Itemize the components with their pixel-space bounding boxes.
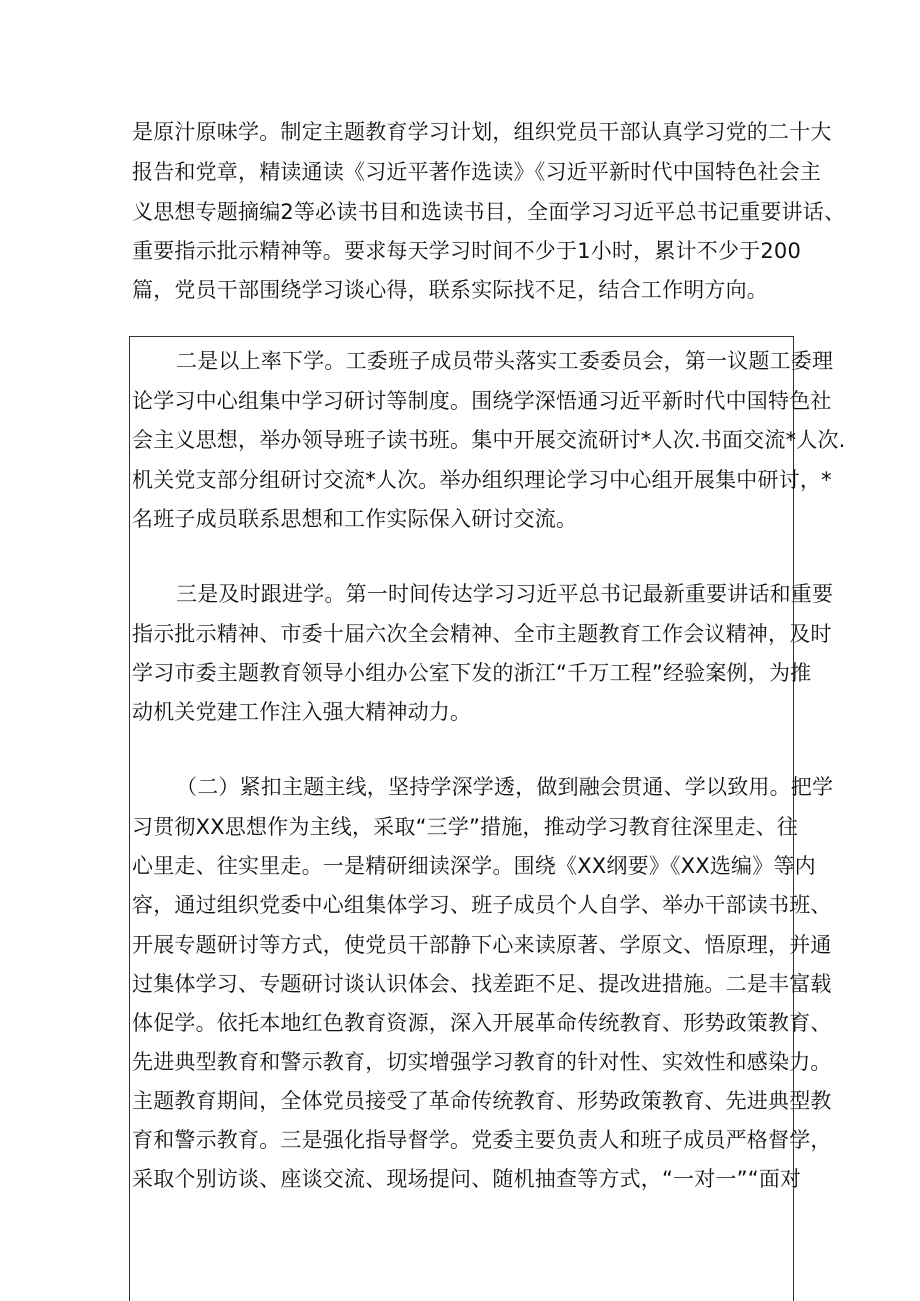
intro-line: 义思想专题摘编2等必读书目和选读书目，全面学习习近平总书记重要讲话、 xyxy=(132,200,846,224)
paragraph-line: 心里走、往实里走。一是精研细读深学。围绕《XX纲要》《XX选编》等内 xyxy=(132,854,816,878)
paragraph-line: 开展专题研讨等方式，使党员干部静下心来读原著、学原文、悟原理，并通 xyxy=(132,933,832,957)
paragraph-line: 机关党支部分组研讨交流*人次。举办组织理论学习中心组开展集中研讨，* xyxy=(132,468,832,492)
paragraph-line: 论学习中心组集中学习研讨等制度。围绕学深悟通习近平新时代中国特色社 xyxy=(132,389,832,413)
paragraph-line: 过集体学习、专题研讨谈认识体会、找差距不足、提改进措施。二是丰富载 xyxy=(132,972,832,996)
paragraph-line: （二）紧扣主题主线，坚持学深学透，做到融会贯通、学以致用。把学 xyxy=(176,775,834,799)
paragraph-line: 容，通过组织党委中心组集体学习、班子成员个人自学、举办干部读书班、 xyxy=(132,893,832,917)
paragraph-line: 二是以上率下学。工委班子成员带头落实工委委员会，第一议题工委理 xyxy=(176,349,834,373)
paragraph-line: 先进典型教育和警示教育，切实增强学习教育的针对性、实效性和感染力。 xyxy=(132,1050,832,1074)
paragraph-line: 动机关党建工作注入强大精神动力。 xyxy=(132,700,472,724)
paragraph-line: 体促学。依托本地红色教育资源，深入开展革命传统教育、形势政策教育、 xyxy=(132,1011,832,1035)
intro-line: 是原汁原味学。制定主题教育学习计划，组织党员干部认真学习党的二十大 xyxy=(132,120,832,144)
paragraph-line: 主题教育期间，全体党员接受了革命传统教育、形势政策教育、先进典型教 xyxy=(132,1089,832,1113)
intro-line: 报告和党章，精读通读《习近平著作选读》《习近平新时代中国特色社会主 xyxy=(132,160,822,184)
paragraph-line: 名班子成员联系思想和工作实际保入研讨交流。 xyxy=(132,507,578,531)
paragraph-line: 习贯彻XX思想作为主线，采取“三学”措施，推动学习教育往深里走、往 xyxy=(132,815,799,839)
paragraph-line: 采取个别访谈、座谈交流、现场提问、随机抽查等方式，“一对一”“面对 xyxy=(132,1167,802,1191)
paragraph-line: 三是及时跟进学。第一时间传达学习习近平总书记最新重要讲话和重要 xyxy=(176,582,834,606)
paragraph-line: 学习市委主题教育领导小组办公室下发的浙江“千万工程”经验案例，为推 xyxy=(132,661,812,685)
paragraph-line: 会主义思想，举办领导班子读书班。集中开展交流研讨*人次.书面交流*人次. xyxy=(132,428,846,452)
intro-line: 篇，党员干部围绕学习谈心得，联系实际找不足，结合工作明方向。 xyxy=(132,278,768,302)
paragraph-line: 育和警示教育。三是强化指导督学。党委主要负责人和班子成员严格督学， xyxy=(132,1128,832,1152)
paragraph-line: 指示批示精神、市委十届六次全会精神、全市主题教育工作会议精神，及时 xyxy=(132,622,832,646)
intro-line: 重要指示批示精神等。要求每天学习时间不少于1小时，累计不少于200 xyxy=(132,239,802,263)
